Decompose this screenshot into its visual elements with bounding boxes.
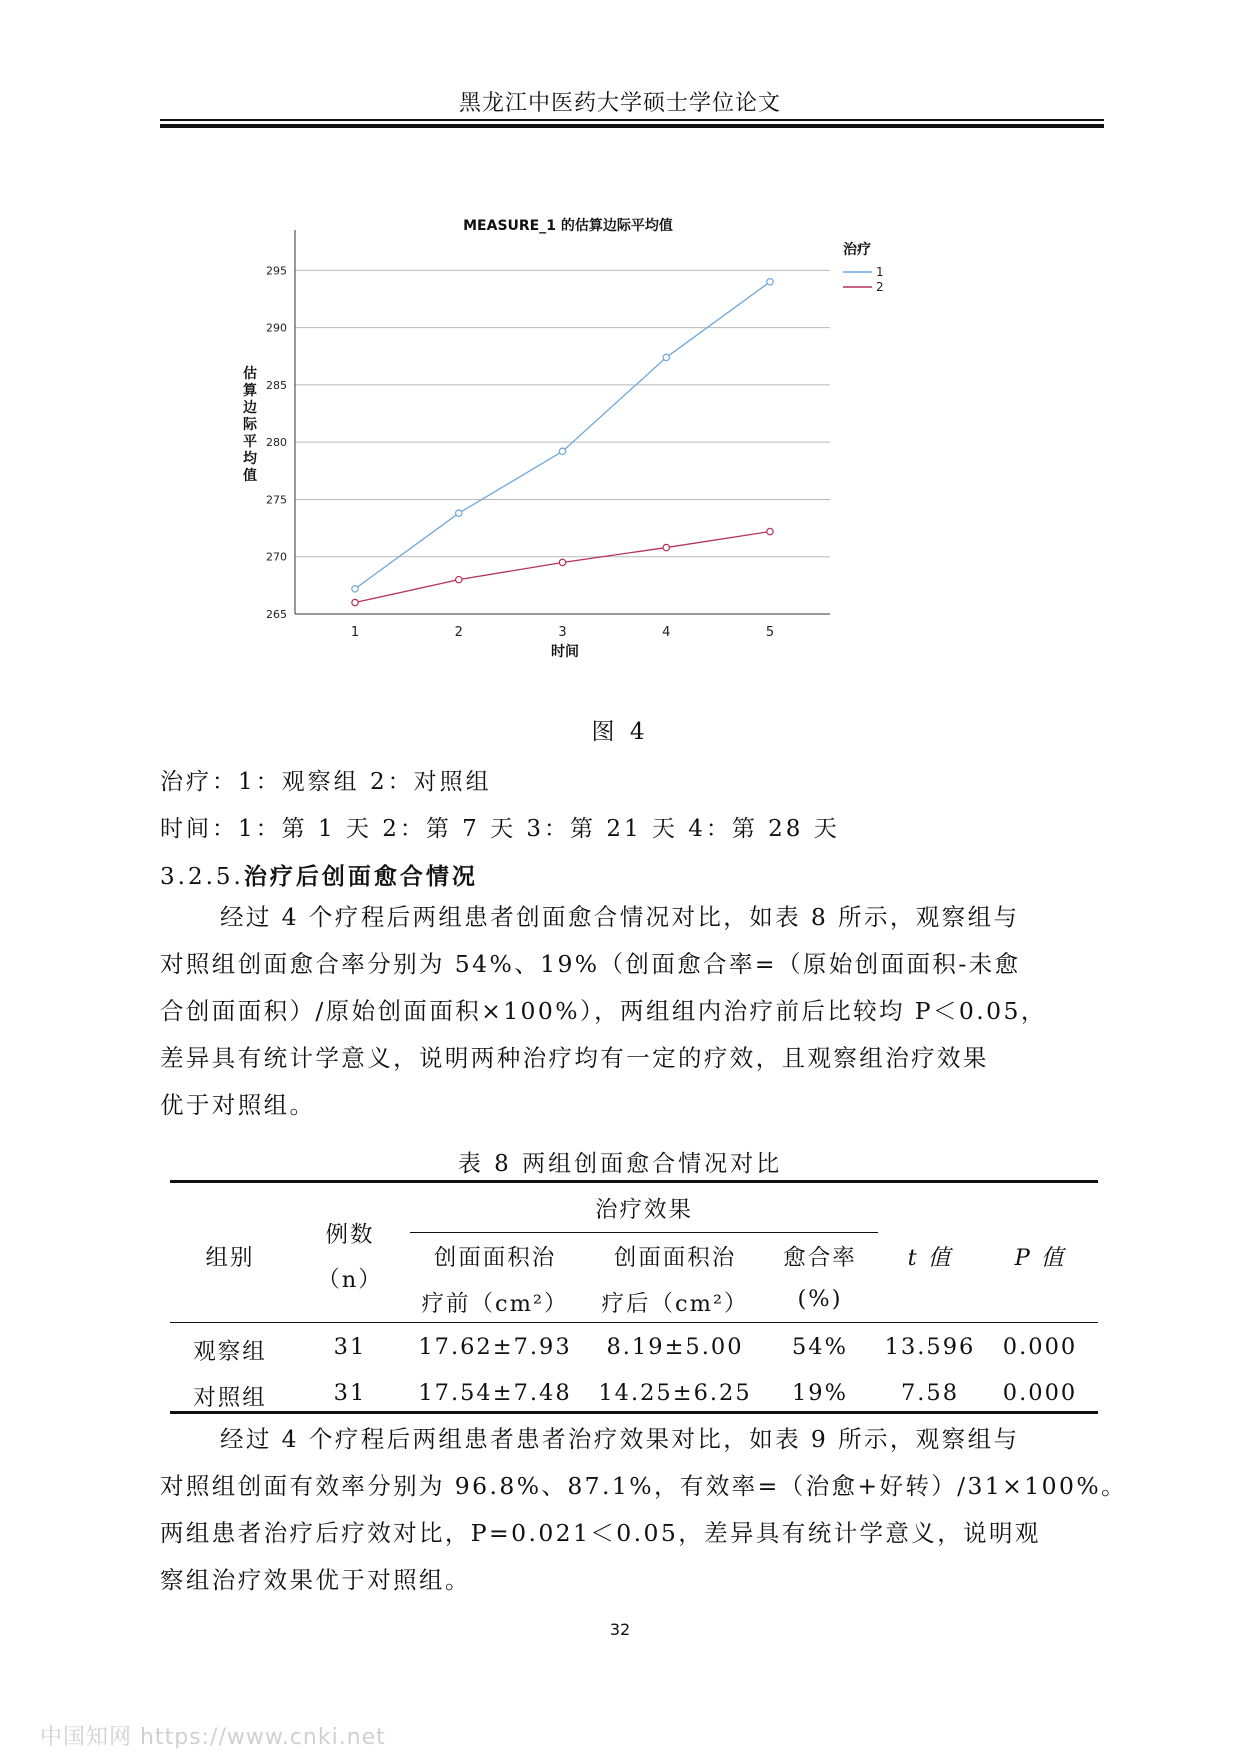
cell-t: 7.58 — [900, 1380, 960, 1406]
x-tick-label: 5 — [765, 625, 775, 640]
data-point — [767, 279, 773, 285]
watermark: 中国知网 https://www.cnki.net — [40, 1725, 386, 1750]
paragraph-2 — [160, 1416, 1127, 1604]
header-t-value: t 值 — [907, 1245, 953, 1271]
y-label-char: 值 — [243, 468, 257, 484]
chart-y-axis-label — [243, 365, 258, 484]
section-title: 治疗后创面愈合情况 — [243, 864, 478, 890]
y-tick-label: 280 — [266, 436, 287, 450]
header-before-line2: 疗前（cm²） — [421, 1291, 569, 1317]
y-tick-label: 275 — [266, 493, 287, 507]
paragraph-2-line-1: 经过 4 个疗程后两组患者患者治疗效果对比，如表 9 所示，观察组与 — [220, 1425, 1020, 1453]
running-header: 黑龙江中医药大学硕士学位论文 — [458, 91, 781, 116]
header-before-line1: 创面面积治 — [433, 1245, 557, 1271]
header-n-line1: 例数 — [325, 1222, 375, 1248]
paragraph-1-line-1: 经过 4 个疗程后两组患者创面愈合情况对比，如表 8 所示，观察组与 — [220, 903, 1020, 931]
header-p-value: P 值 — [1014, 1245, 1066, 1271]
legend-title: 治疗 — [843, 242, 871, 258]
cell-p: 0.000 — [1002, 1334, 1078, 1360]
paragraph-2-line-4: 察组治疗效果优于对照组。 — [160, 1566, 471, 1594]
paragraph-1-line-2: 对照组创面愈合率分别为 54%、19%（创面愈合率=（原始创面面积-未愈 — [160, 950, 1021, 978]
y-label-char: 平 — [243, 434, 257, 450]
cell-before: 17.54±7.48 — [418, 1380, 572, 1406]
y-tick-label: 295 — [266, 264, 287, 278]
paragraph-2-line-3: 两组患者治疗后疗效对比，P=0.021＜0.05，差异具有统计学意义，说明观 — [160, 1519, 1041, 1547]
y-tick-label: 270 — [266, 550, 287, 564]
data-point — [456, 576, 462, 582]
paragraph-2-line-2: 对照组创面有效率分别为 96.8%、87.1%，有效率=（治愈+好转）/31×100%。 — [160, 1472, 1127, 1500]
legend-label: 2 — [876, 280, 884, 294]
table-caption: 表 8 两组创面愈合情况对比 — [457, 1151, 783, 1177]
chart-x-axis-label: 时间 — [551, 644, 579, 660]
cell-after: 8.19±5.00 — [606, 1334, 744, 1360]
legend-label: 1 — [876, 265, 884, 279]
section-heading — [160, 858, 478, 891]
chart-title: MEASURE_1 的估算边际平均值 — [463, 218, 673, 234]
data-point — [352, 599, 358, 605]
data-point — [663, 354, 669, 360]
paragraph-1-line-4: 差异具有统计学意义，说明两种治疗均有一定的疗效，且观察组治疗效果 — [160, 1044, 989, 1072]
line-chart — [220, 206, 920, 676]
y-label-char: 际 — [243, 417, 257, 433]
chart-tick-labels — [266, 264, 774, 640]
y-tick-label: 285 — [266, 378, 287, 392]
y-label-char: 边 — [243, 400, 257, 416]
table-effect-rule — [410, 1232, 878, 1233]
note-time: 时间：1：第 1 天 2：第 7 天 3：第 21 天 4：第 28 天 — [160, 816, 840, 842]
header-rule-thin — [160, 119, 1104, 121]
x-tick-label: 2 — [454, 625, 463, 640]
cell-t: 13.596 — [884, 1334, 976, 1360]
paragraph-1-line-5: 优于对照组。 — [160, 1091, 316, 1119]
y-tick-label: 290 — [266, 321, 287, 335]
header-effect: 治疗效果 — [594, 1197, 693, 1223]
header-rate-line1: 愈合率 — [783, 1245, 857, 1271]
x-tick-label: 1 — [350, 625, 360, 640]
header-after-line2: 疗后（cm²） — [601, 1291, 749, 1317]
cell-after: 14.25±6.25 — [598, 1380, 752, 1406]
table-top-rule — [170, 1180, 1098, 1183]
chart-legend — [843, 241, 884, 294]
data-point — [559, 559, 565, 565]
table-bottom-rule — [170, 1411, 1098, 1414]
section-number: 3.2.5. — [160, 864, 244, 890]
cell-n: 31 — [333, 1334, 367, 1360]
header-n-line2: （n） — [317, 1267, 383, 1293]
data-point — [767, 528, 773, 534]
figure-caption: 图 4 — [591, 719, 649, 745]
header-after-line1: 创面面积治 — [613, 1245, 737, 1271]
header-rule-thick — [160, 124, 1104, 128]
paragraph-1 — [160, 894, 1104, 1129]
cell-p: 0.000 — [1002, 1380, 1078, 1406]
data-point — [456, 510, 462, 516]
y-tick-label: 265 — [266, 608, 287, 621]
series-line-2 — [355, 532, 770, 603]
cell-group: 观察组 — [193, 1339, 267, 1365]
x-tick-label: 4 — [662, 625, 671, 640]
y-label-char: 算 — [243, 383, 257, 399]
data-point — [352, 586, 358, 592]
header-group: 组别 — [205, 1245, 255, 1271]
data-point — [559, 448, 565, 454]
table-header-rule — [170, 1322, 1098, 1323]
y-label-char: 估 — [243, 366, 257, 382]
page-number: 32 — [609, 1620, 631, 1639]
paragraph-1-line-3: 合创面面积）/原始创面面积×100%），两组组内治疗前后比较均 P＜0.05， — [160, 997, 1047, 1025]
cell-n: 31 — [333, 1380, 367, 1406]
cell-group: 对照组 — [193, 1385, 267, 1411]
data-point — [663, 544, 669, 550]
cell-rate: 54% — [791, 1334, 848, 1360]
y-label-char: 均 — [243, 451, 257, 467]
x-tick-label: 3 — [558, 625, 567, 640]
note-treatment: 治疗：1：观察组 2：对照组 — [160, 769, 492, 795]
header-rate-line2: (%) — [797, 1286, 843, 1312]
cell-before: 17.62±7.93 — [418, 1334, 572, 1360]
cell-rate: 19% — [791, 1380, 848, 1406]
